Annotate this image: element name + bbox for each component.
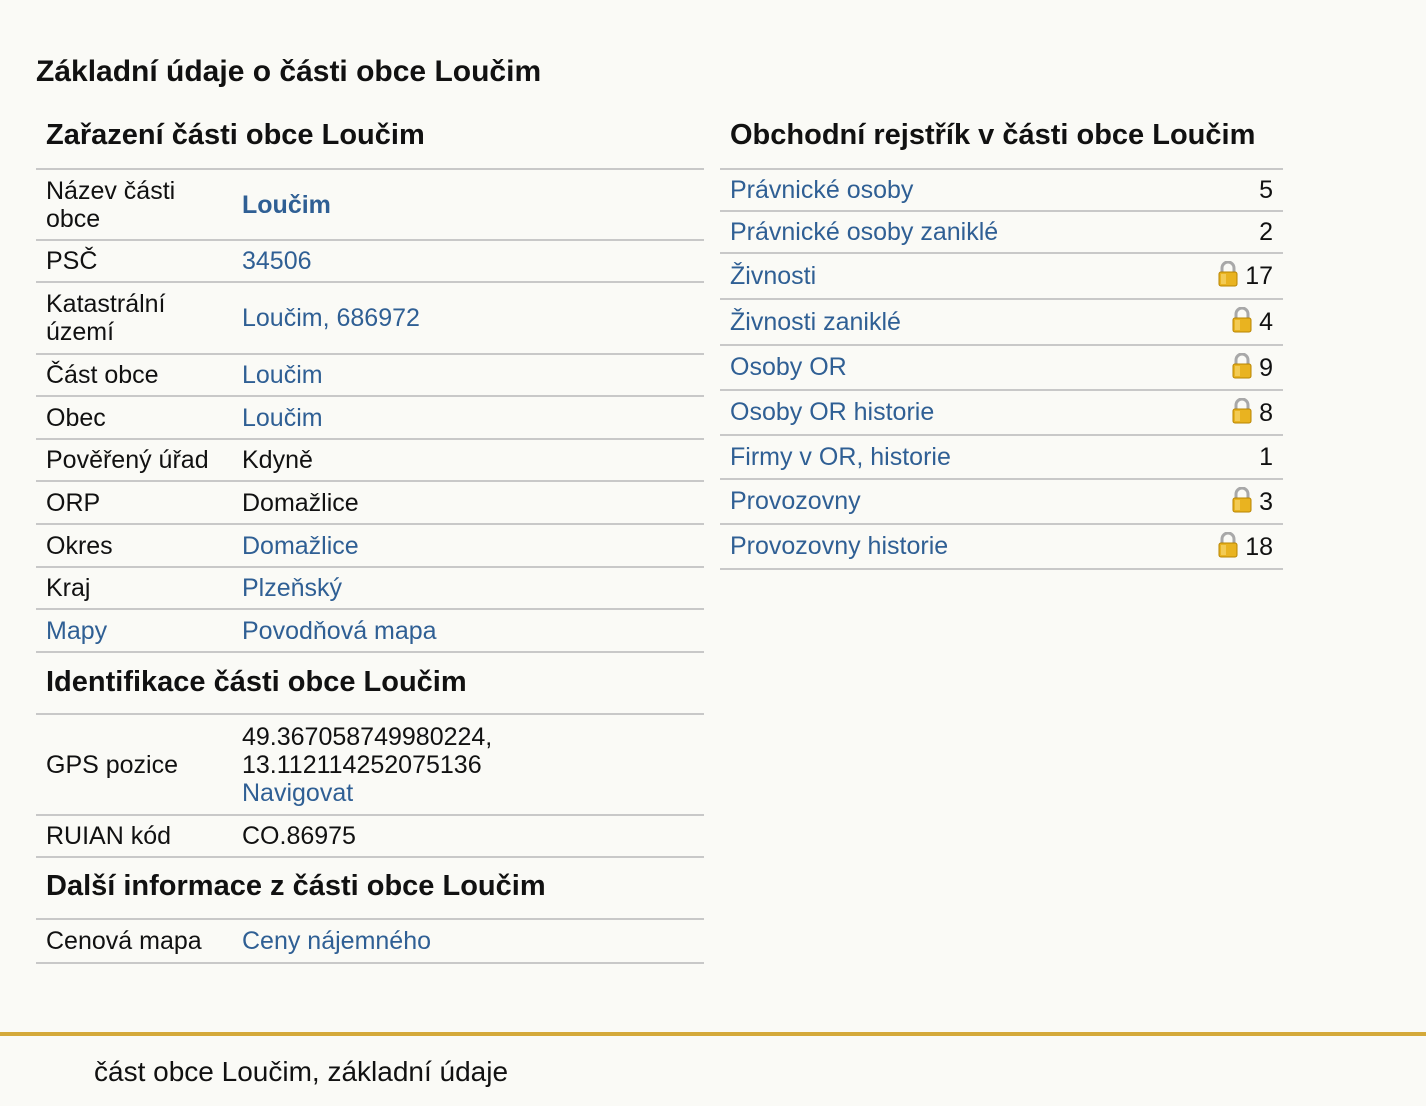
table-row xyxy=(720,299,1283,345)
cast-obce-name-link[interactable]: Loučim xyxy=(242,190,331,219)
identifikace-title: Identifikace části obce Loučim xyxy=(36,653,704,715)
table-row xyxy=(720,211,1283,253)
rejstrik-count: 18 xyxy=(1245,532,1273,561)
dalsi-table xyxy=(36,920,704,964)
row-key: ORP xyxy=(36,481,232,524)
orp-value: Domažlice xyxy=(232,481,704,524)
table-row xyxy=(36,240,704,282)
katastralni-uzemi-link[interactable]: Loučim, 686972 xyxy=(242,304,420,332)
ruian-value: CO.86975 xyxy=(232,815,704,857)
left-column xyxy=(36,110,704,964)
table-row xyxy=(36,609,704,652)
table-row xyxy=(36,439,704,481)
rejstrik-link[interactable]: Provozovny historie xyxy=(730,532,949,560)
table-row xyxy=(36,282,704,354)
row-key: GPS pozice xyxy=(36,715,232,815)
rejstrik-link[interactable]: Právnické osoby xyxy=(730,175,914,204)
rejstrik-count: 5 xyxy=(1259,175,1273,204)
table-row xyxy=(36,920,704,963)
zarazeni-table xyxy=(36,170,704,653)
row-key: Obec xyxy=(36,396,232,439)
row-key: Katastrální území xyxy=(36,282,232,354)
footer-divider xyxy=(0,1032,1426,1036)
table-row xyxy=(36,170,704,240)
rejstrik-link[interactable]: Živnosti zaniklé xyxy=(730,307,901,336)
rejstrik-count: 3 xyxy=(1259,487,1273,516)
table-row xyxy=(720,253,1283,299)
rejstrik-count: 2 xyxy=(1259,217,1273,246)
table-row xyxy=(720,345,1283,390)
cast-obce-link[interactable]: Loučim xyxy=(242,361,323,389)
rejstrik-link[interactable]: Právnické osoby zaniklé xyxy=(730,217,999,246)
zarazeni-title: Zařazení části obce Loučim xyxy=(36,110,704,170)
table-row xyxy=(720,170,1283,211)
rejstrik-count: 8 xyxy=(1259,398,1273,427)
table-row xyxy=(720,390,1283,435)
table-row xyxy=(720,524,1283,569)
identifikace-table xyxy=(36,715,704,858)
psc-link[interactable]: 34506 xyxy=(242,247,312,275)
table-row xyxy=(720,435,1283,479)
row-key: PSČ xyxy=(36,240,232,282)
table-row xyxy=(36,715,704,815)
rejstrik-count: 4 xyxy=(1259,308,1273,336)
rejstrik-title: Obchodní rejstřík v části obce Loučim xyxy=(720,110,1283,170)
lock-icon xyxy=(1231,307,1253,333)
obec-link[interactable]: Loučim xyxy=(242,403,323,432)
lock-icon xyxy=(1217,532,1239,558)
rejstrik-link[interactable]: Provozovny xyxy=(730,487,861,515)
lock-icon xyxy=(1231,487,1253,513)
gps-longitude: 13.112114252075136 xyxy=(242,750,482,779)
ceny-najemneho-link[interactable]: Ceny nájemného xyxy=(242,927,432,955)
mapy-link[interactable]: Mapy xyxy=(46,616,108,645)
lock-icon xyxy=(1231,398,1253,424)
kraj-link[interactable]: Plzeňský xyxy=(242,574,343,602)
row-key: Název části obce xyxy=(36,170,232,240)
okres-link[interactable]: Domažlice xyxy=(242,531,359,560)
dalsi-title: Další informace z části obce Loučim xyxy=(36,858,704,920)
rejstrik-count: 17 xyxy=(1245,262,1273,290)
row-key: Kraj xyxy=(36,567,232,609)
povereny-urad-value: Kdyně xyxy=(232,439,704,481)
rejstrik-link[interactable]: Osoby OR xyxy=(730,353,847,381)
right-column xyxy=(720,110,1283,570)
row-key: Pověřený úřad xyxy=(36,439,232,481)
povodnova-mapa-link[interactable]: Povodňová mapa xyxy=(242,616,437,645)
rejstrik-count: 1 xyxy=(1259,442,1273,471)
table-row xyxy=(36,567,704,609)
rejstrik-link[interactable]: Živnosti xyxy=(730,261,817,290)
gps-latitude: 49.367058749980224, xyxy=(242,722,493,751)
rejstrik-count: 9 xyxy=(1259,353,1273,382)
lock-icon xyxy=(1217,261,1239,287)
table-row xyxy=(36,524,704,567)
row-key: RUIAN kód xyxy=(36,815,232,857)
footer-text: část obce Loučim, základní údaje xyxy=(94,1056,509,1087)
rejstrik-link[interactable]: Osoby OR historie xyxy=(730,398,935,426)
table-row xyxy=(36,354,704,396)
page-title: Základní údaje o části obce Loučim xyxy=(36,55,542,88)
rejstrik-table xyxy=(720,170,1283,570)
table-row xyxy=(36,481,704,524)
table-row xyxy=(36,396,704,439)
rejstrik-link[interactable]: Firmy v OR, historie xyxy=(730,442,951,471)
row-key: Okres xyxy=(36,524,232,567)
navigate-link[interactable]: Navigovat xyxy=(242,778,354,807)
row-key: Část obce xyxy=(36,354,232,396)
row-key: Cenová mapa xyxy=(36,920,232,963)
table-row xyxy=(36,815,704,857)
table-row xyxy=(720,479,1283,524)
lock-icon xyxy=(1231,353,1253,379)
